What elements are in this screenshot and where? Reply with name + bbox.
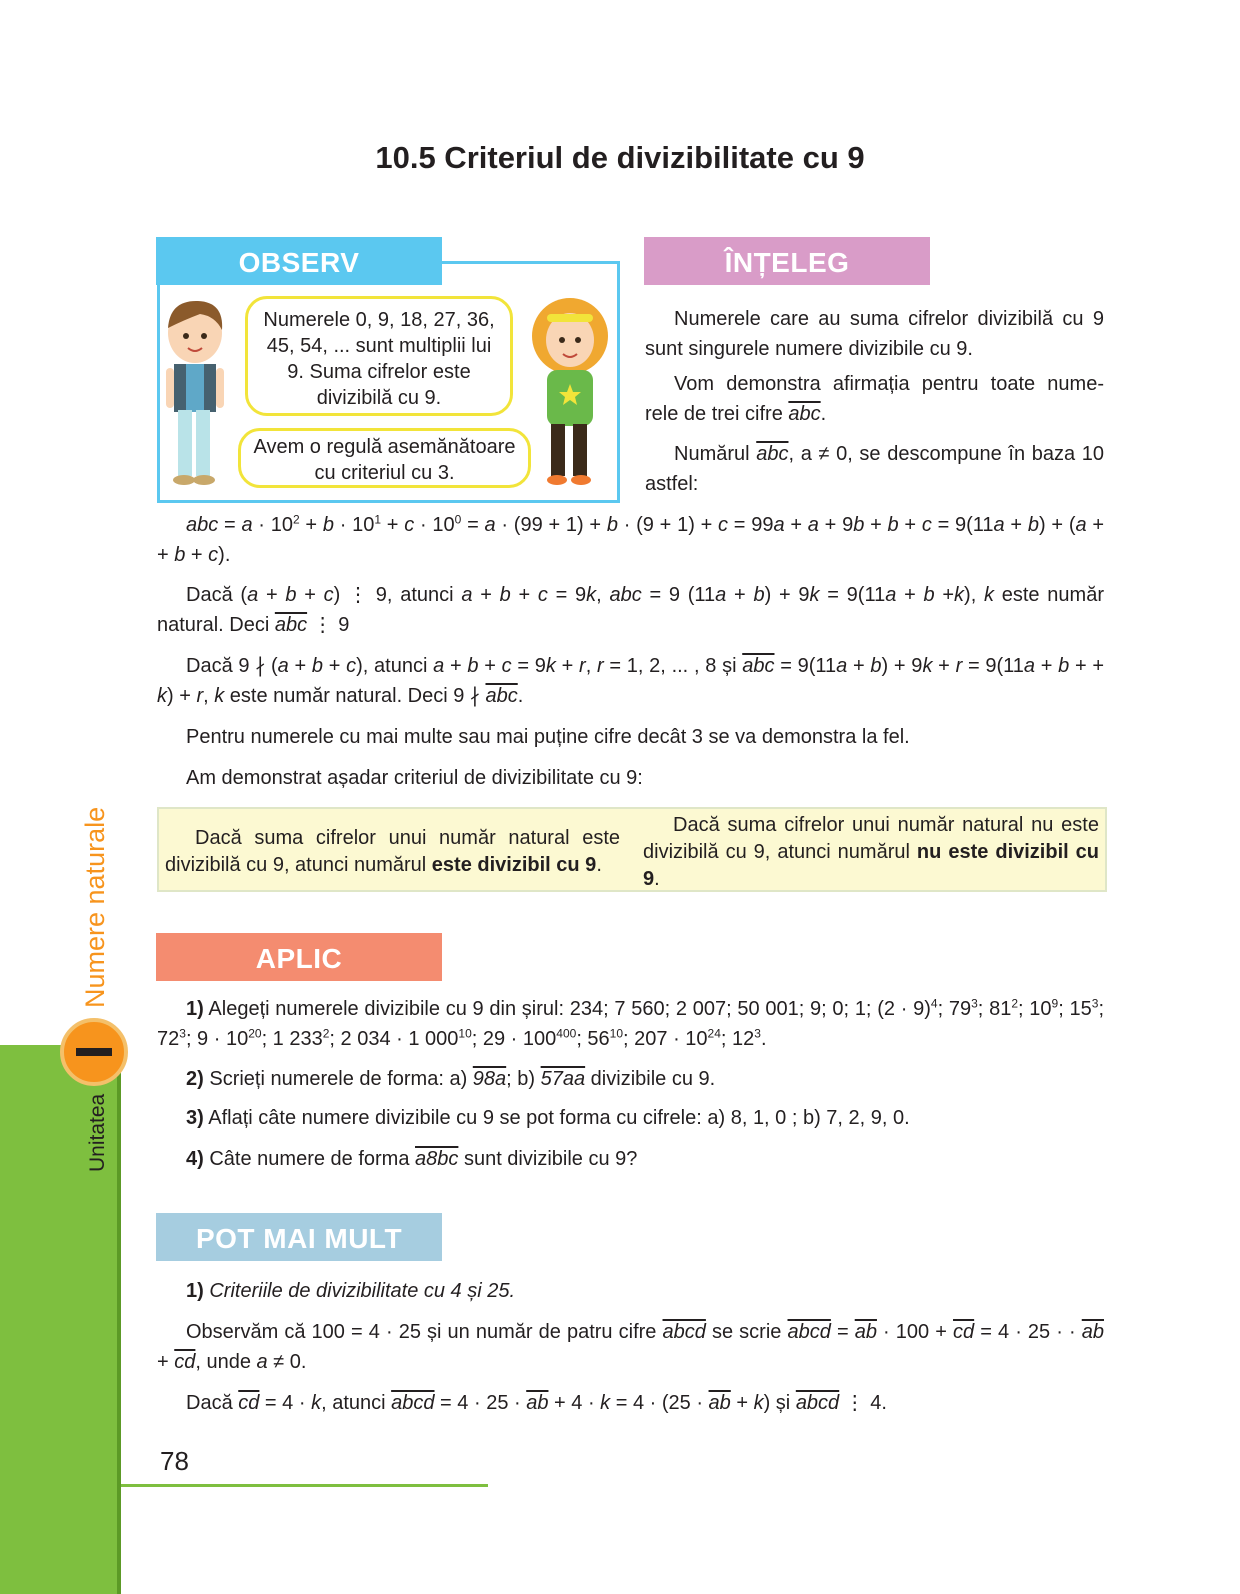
unit-number-badge: [60, 1018, 128, 1086]
observ-header: OBSERV: [156, 237, 442, 285]
proof-case-not-divisible: Dacă 9 ∤ (a + b + c), atunci a + b + c = 9k + r, r = 1, 2, ... , 8 și $\overline{abc} = 9(11a + b) + 9k + r = 9(11a + b$ + + k) + r, k este număr natural. Deci 9 ∤ $\overline{abc}$.: [157, 655, 1105, 707]
chapter-label: Numere naturale: [80, 806, 110, 1008]
proof-generalization: Pentru numerele cu mai multe sau mai puține cifre decât 3 se va demonstra la fel.: [186, 726, 910, 748]
unit-sidebar-border: [117, 1045, 121, 1594]
aplic-header: APLIC: [156, 933, 442, 981]
speech-bubble-rule: Avem o regulă asemănătoare cu criteriul cu 3.: [238, 428, 531, 488]
proof-conclusion: Am demonstrat așadar criteriul de divizibilitate cu 9:: [186, 767, 643, 789]
inteleg-paragraph-2: Vom demonstra afirmația pentru toate nume-rele de trei cifre $\overline{abc}$.: [645, 373, 1104, 425]
aplic-exercise-1: 1) Alegeți numerele divizibile cu 9 din șirul: 234; 7 560; 2 007; 50 001; 9; 0; 1; $(2 \cdot 9)^4$; $79^3$; $81^2$; $10^9$; $15^3$; $72^3$; $9 \cdot 10^{20}$; 1 $233^2$; 2 034 · 1 $000^{10}$; $29 \cdot 100^{400}$; $56^{10}$; $207 \cdot 10^{24}$; $12^3$.: [157, 996, 1105, 1050]
aplic-exercise-4: 4) Câte numere de forma a8bc sunt divizibile cu 9?: [186, 1148, 638, 1170]
speech-bubble-9-multiples: Numerele 0, 9, 18, 27, 36, 45, 54, ... sunt multiplii lui 9. Suma cifrelor este divizibilă cu 9.: [245, 296, 513, 416]
inteleg-paragraph-1: Numerele care au suma cifrelor divizibilă cu 9 sunt singurele numere divizibile cu 9.: [645, 308, 1104, 360]
proof-decomposition: abc = $a \cdot 10^2 + b \cdot 10^1 + c \cdot 10^0 = a \cdot (99 + 1) + b \cdot (9 + 1) + c = 99a + a + 9b + b + c = 9(11a + b) + (a$ + + b + c).: [157, 512, 1105, 566]
aplic-exercise-2: 2) Scrieți numerele de forma: a) 98a; b) 57aa divizibile cu 9.: [186, 1068, 716, 1090]
divisibility-rule-box: [157, 807, 1107, 892]
proof-case-divisible: Dacă (a + b + c) ⋮ 9, atunci a + b + c = 9k, abc = 9 (11a + b) + 9k = 9(11a + b +k), k este număr natural. Deci $\overline{abc}$ ⋮ 9: [157, 584, 1104, 636]
pot-exercise-1-observation: Observăm că 100 = 4 · 25 și un număr de patru cifre abcd se scrie abcd = $\overline{ab} \cdot 100 + \overline{cd} = 4 \cdot 25$ · · $\overline{ab} + \overline{cd}$, unde a ≠ 0.: [157, 1321, 1104, 1373]
inteleg-header: ÎNȚELEG: [644, 237, 930, 285]
pot-exercise-1-title: 1) Criteriile de divizibilitate cu 4 și 25.: [186, 1280, 516, 1302]
boy-illustration: [160, 298, 230, 490]
footer-line: [120, 1484, 488, 1487]
unit-number-glyph: [76, 1048, 112, 1056]
aplic-exercise-3: 3) Aflați câte numere divizibile cu 9 se pot forma cu cifrele: a) 8, 1, 0 ; b) 7, 2, 9, 0.: [186, 1107, 910, 1129]
page-number: 78: [160, 1446, 189, 1476]
inteleg-paragraph-3: Numărul $\overline{abc}$, a ≠ 0, se descompune în baza 10 astfel:: [645, 443, 1104, 495]
page-title: 10.5 Criteriul de divizibilitate cu 9: [375, 140, 865, 175]
unit-label: Unitatea: [86, 1093, 109, 1172]
rule-divisible: Dacă suma cifrelor unui număr natural este divizibilă cu 9, atunci numărul este divizibil cu 9.: [165, 827, 620, 876]
girl-illustration: [527, 296, 613, 490]
pot-exercise-1-case: Dacă $\overline{cd} = 4 \cdot k$, atunci abcd = $4 \cdot 25 \cdot \overline{ab} + 4 \cdot k = 4 \cdot (25 \cdot \overline{ab} + k)$ și abcd ⋮ 4.: [186, 1392, 887, 1414]
pot-mai-mult-header: POT MAI MULT: [156, 1213, 442, 1261]
rule-not-divisible: Dacă suma cifrelor unui număr natural nu este divizibilă cu 9, atunci numărul nu este divizibil cu 9.: [643, 814, 1100, 890]
